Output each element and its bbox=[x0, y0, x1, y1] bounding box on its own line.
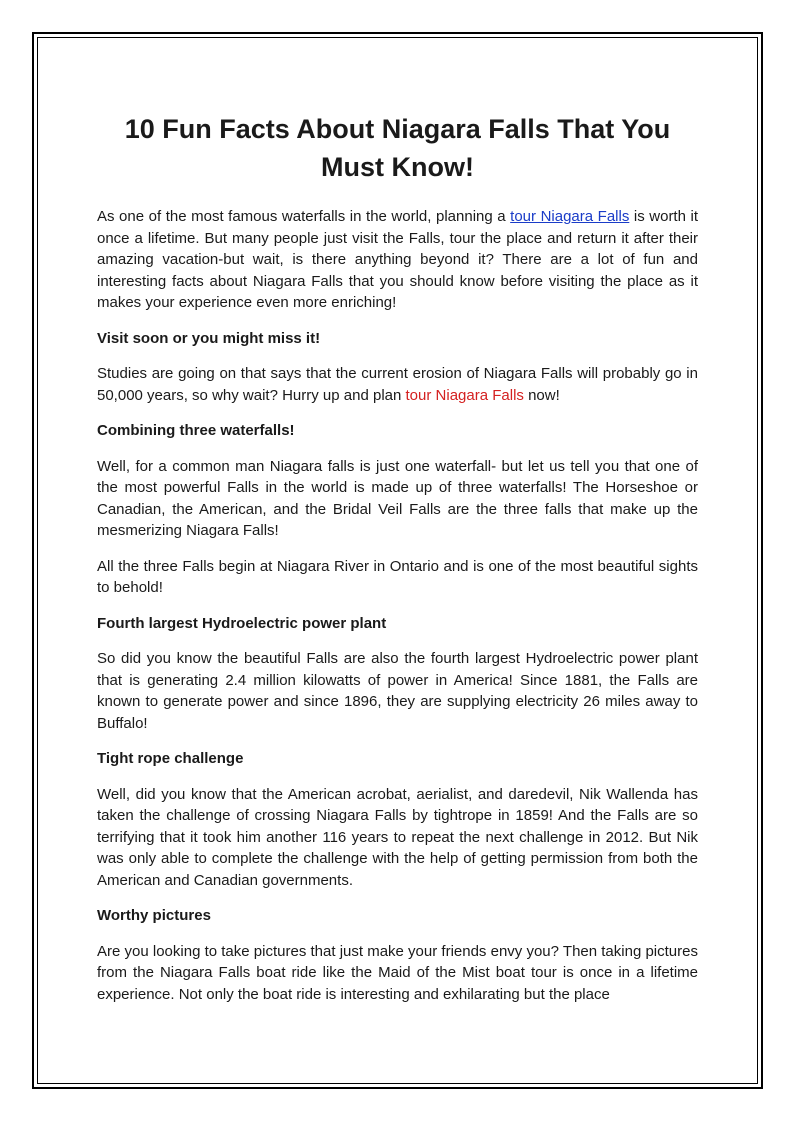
tight-rope-paragraph: Well, did you know that the American acrobat, aerialist, and daredevil, Nik Wallenda has taken the challenge of crossing Niagara Falls by tightrope in 1859! And the Falls are so terrifying that it took him another 116 years to repeat the next challenge in 2012. But Nik was only able to complete the challenge with the help of getting permission from both the American and Canadian governments. bbox=[97, 785, 698, 889]
section-heading-visit: Visit soon or you might miss it! bbox=[97, 329, 321, 347]
visit-text-end: now! bbox=[523, 386, 560, 404]
tour-niagara-falls-link-2[interactable]: tour Niagara Falls bbox=[405, 386, 524, 404]
three-waterfalls-paragraph-1: Well, for a common man Niagara falls is just one waterfall- but let us tell you that one of the most powerful Falls in the world is made up of three waterfalls! The Horseshoe or Canadian, the American, and the Bridal Veil Falls are the three falls that make up the mesmerizing Niagara Falls! bbox=[97, 457, 698, 539]
section-heading-tight-rope: Tight rope challenge bbox=[97, 750, 244, 767]
three-waterfalls-paragraph-2: All the three Falls begin at Niagara River in Ontario and is one of the most beautiful sights to behold! bbox=[97, 557, 698, 596]
page-title: 10 Fun Facts About Niagara Falls That You Must Know! bbox=[124, 114, 671, 182]
section-heading-worthy-pictures: Worthy pictures bbox=[97, 907, 211, 924]
worthy-pictures-paragraph: Are you looking to take pictures that just make your friends envy you? Then taking pictures from the Niagara Falls boat ride like the Maid of the Mist boat tour is once in a lifetime experience. Not only the boat ride is interesting and exhilarating but the place bbox=[97, 942, 698, 1003]
visit-paragraph bbox=[97, 363, 698, 406]
intro-text-end: is worth it once a lifetime. But many people just visit the Falls, tour the place and return it after their amazing vacation-but wait, is there anything beyond it? There are a lot of fun and interesting facts about Niagara Falls that you should know before visiting the place as it makes your experience even more enriching! bbox=[97, 208, 698, 311]
section-heading-hydroelectric: Fourth largest Hydroelectric power plant bbox=[97, 614, 387, 632]
hydroelectric-paragraph: So did you know the beautiful Falls are also the fourth largest Hydroelectric power plant that is generating 2.4 million kilowatts of power in America! Since 1881, the Falls are known to generate power and since 1896, they are supplying electricity 26 miles away to Buffalo! bbox=[97, 650, 698, 732]
article-body bbox=[97, 110, 698, 1070]
section-heading-three-waterfalls: Combining three waterfalls! bbox=[97, 422, 295, 439]
visit-text-start: Studies are going on that says that the current erosion of Niagara Falls will probably go in 50,000 years, so why wait? Hurry up and plan bbox=[97, 365, 698, 404]
intro-paragraph bbox=[97, 206, 698, 314]
tour-niagara-falls-link[interactable]: tour Niagara Falls bbox=[510, 208, 630, 225]
intro-text-start: As one of the most famous waterfalls in the world, planning a bbox=[97, 208, 511, 225]
